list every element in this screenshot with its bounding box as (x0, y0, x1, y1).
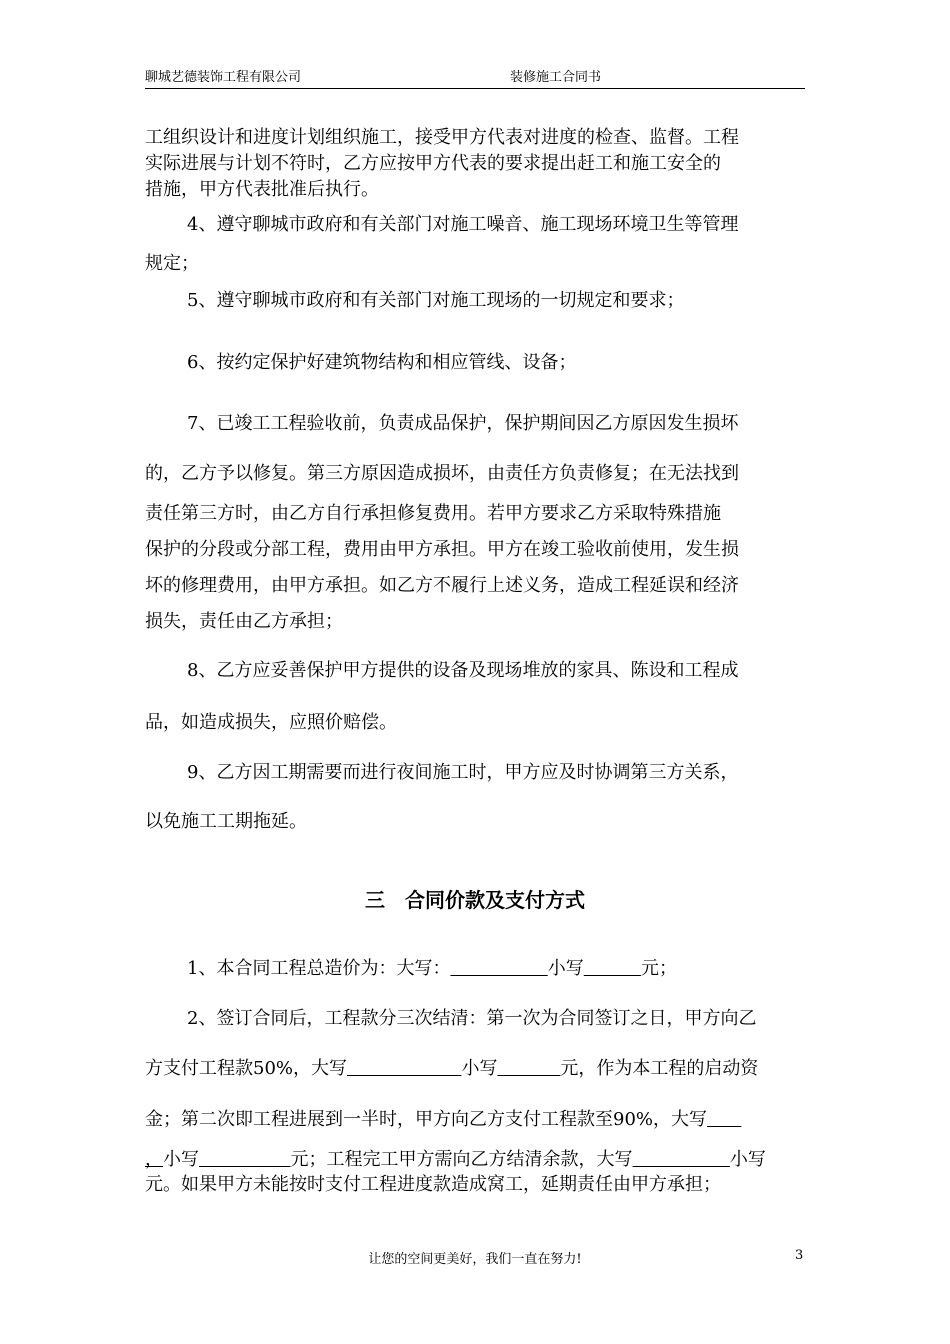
blank-field (497, 1058, 560, 1079)
text-line (145, 1149, 766, 1171)
text-line: 措施，甲方代表批准后执行。 (145, 179, 379, 200)
blank-field (450, 958, 547, 979)
blank-field (633, 1149, 730, 1170)
text-line: 以免施工工期拖延。 (145, 811, 307, 832)
text-line: 7、已竣工工程验收前，负责成品保护，保护期间因乙方原因发生损坏 (187, 413, 739, 434)
section-heading: 三 合同价款及支付方式 (365, 888, 585, 912)
blank-field (347, 1058, 461, 1079)
text-line: 9、乙方因工期需要而进行夜间施工时，甲方应及时协调第三方关系， (187, 762, 739, 783)
text-line: 6、按约定保护好建筑物结构和相应管线、设备； (187, 352, 577, 373)
text-segment: 元，作为本工程的启动资 (560, 1058, 759, 1079)
text-segment: ， (145, 1149, 163, 1170)
footer-slogan: 让您的空间更美好，我们一直在努力! (368, 1252, 582, 1267)
text-line: 的，乙方予以修复。第三方原因造成损坏，由责任方负责修复；在无法找到 (145, 463, 739, 484)
text-line: 规定； (145, 253, 199, 274)
text-segment: 小写 (729, 1149, 766, 1170)
text-line (145, 1058, 758, 1080)
text-line (187, 958, 677, 980)
text-line: 损失，责任由乙方承担； (145, 611, 343, 632)
text-line: 品，如造成损失，应照价赔偿。 (145, 712, 397, 733)
text-line: 坏的修理费用，由甲方承担。如乙方不履行上述义务，造成工程延误和经济 (145, 575, 739, 596)
text-line: 责任第三方时，由乙方自行承担修复费用。若甲方要求乙方采取特殊措施 (145, 503, 721, 524)
blank-field (707, 1109, 741, 1130)
text-segment: 小写 (163, 1149, 199, 1170)
text-line (145, 1109, 741, 1131)
text-line: 保护的分段或分部工程，费用由甲方承担。甲方在竣工验收前使用，发生损 (145, 539, 739, 560)
blank-field (199, 1149, 291, 1170)
text-line: 实际进展与计划不符时，乙方应按甲方代表的要求提出赶工和施工安全的 (145, 153, 721, 174)
text-segment: 金；第二次即工程进展到一半时，甲方向乙方支付工程款至90%，大写 (145, 1109, 708, 1130)
text-line: 5、遵守聊城市政府和有关部门对施工现场的一切规定和要求； (187, 290, 685, 311)
text-line: 2、签订合同后，工程款分三次结清：第一次为合同签订之日，甲方向乙 (187, 1008, 757, 1029)
text-segment: 小写 (547, 958, 584, 979)
header-doc-title: 装修施工合同书 (510, 70, 602, 85)
text-segment: 元；工程完工甲方需向乙方结清余款，大写 (290, 1149, 633, 1170)
page-header (145, 70, 805, 89)
text-line: 4、遵守聊城市政府和有关部门对施工噪音、施工现场环境卫生等管理 (187, 214, 739, 235)
text-segment: 1、本合同工程总造价为：大写： (187, 958, 451, 979)
text-segment: 方支付工程款50%，大写 (145, 1058, 348, 1079)
blank-field (584, 958, 641, 979)
text-segment: 小写 (461, 1058, 498, 1079)
page-number: 3 (795, 1248, 804, 1263)
header-company: 聊城艺德装饰工程有限公司 (145, 70, 302, 85)
text-line: 工组织设计和进度计划组织施工，接受甲方代表对进度的检查、监督。工程 (145, 127, 739, 148)
text-line: 元。如果甲方未能按时支付工程进度款造成窝工，延期责任由甲方承担； (145, 1174, 721, 1195)
text-segment: 元； (640, 958, 677, 979)
text-line: 8、乙方应妥善保护甲方提供的设备及现场堆放的家具、陈设和工程成 (187, 660, 739, 681)
